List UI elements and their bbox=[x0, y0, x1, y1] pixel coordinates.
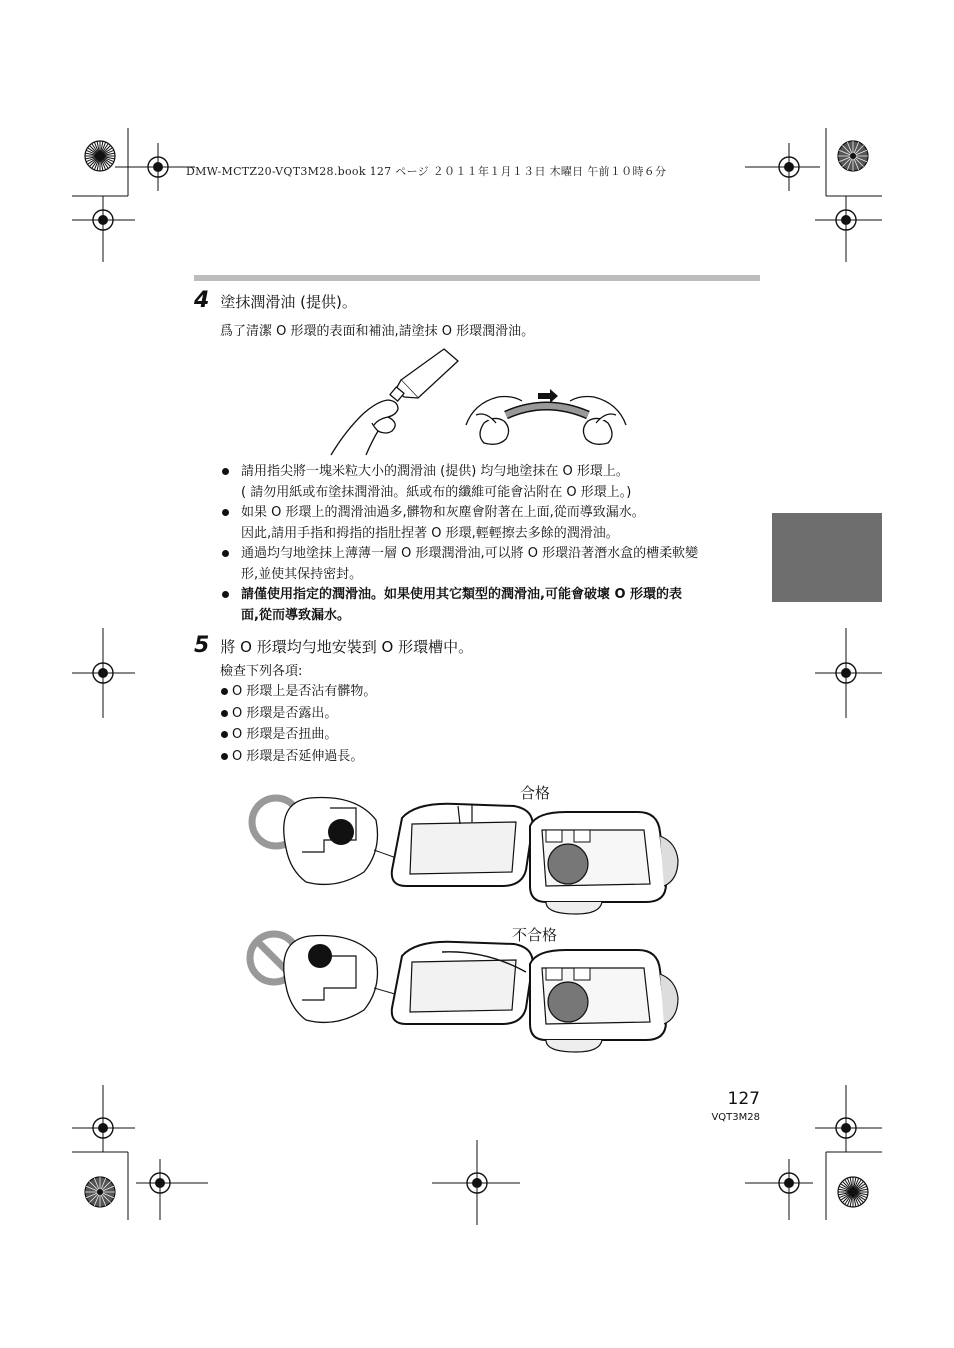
lubricant-illustration bbox=[326, 345, 636, 457]
pass-label: 合格 bbox=[520, 784, 551, 802]
pass-figure bbox=[246, 790, 686, 918]
check-item: O 形環上是否沾有髒物。 bbox=[220, 681, 376, 703]
bullet-3-line-2: 形,並使其保持密封。 bbox=[241, 566, 363, 582]
bullet-1-line-2: ( 請勿用紙或布塗抹潤滑油。紙或布的纖維可能會沾附在 O 形環上。) bbox=[241, 484, 632, 500]
bullet-3-line-1: 通過均勻地塗抹上薄薄一層 O 形環潤滑油,可以將 O 形環沿著潛水盒的槽柔軟變 bbox=[241, 546, 699, 561]
step-4-intro: 爲了清潔 O 形環的表面和補油,請塗抹 O 形環潤滑油。 bbox=[220, 324, 535, 339]
bullet-4-line-1: 請僅使用指定的潤滑油。如果使用其它類型的潤滑油,可能會破壞 O 形環的表 bbox=[241, 587, 683, 602]
check-list bbox=[220, 681, 376, 767]
bullet-item-2 bbox=[219, 503, 764, 544]
step-4-bullets bbox=[219, 462, 764, 626]
step-4-heading bbox=[194, 288, 357, 313]
bullet-2-line-1: 如果 O 形環上的潤滑油過多,髒物和灰塵會附著在上面,從而導致漏水。 bbox=[241, 505, 645, 520]
step-5-title: 將 O 形環均勻地安裝到 O 形環槽中。 bbox=[220, 638, 474, 656]
check-item: O 形環是否扭曲。 bbox=[220, 724, 376, 746]
step-4-title: 塗抹潤滑油 (提供)。 bbox=[220, 293, 357, 311]
model-code: VQT3M28 bbox=[711, 1112, 760, 1123]
check-item: O 形環是否延伸過長。 bbox=[220, 746, 376, 768]
step-4-number: 4 bbox=[194, 288, 210, 313]
bullet-1-line-1: 請用指尖將一塊米粒大小的潤滑油 (提供) 均勻地塗抹在 O 形環上。 bbox=[241, 464, 629, 479]
section-rule bbox=[194, 275, 760, 281]
bullet-item-3 bbox=[219, 544, 764, 585]
page-number: 127 bbox=[727, 1089, 760, 1109]
step-5-heading bbox=[194, 633, 473, 658]
bullet-item-1 bbox=[219, 462, 764, 503]
step-5-number: 5 bbox=[194, 633, 210, 658]
fail-label: 不合格 bbox=[512, 926, 558, 944]
check-heading: 檢查下列各項: bbox=[220, 664, 303, 679]
check-item: O 形環是否露出。 bbox=[220, 703, 376, 725]
bullet-4-line-2: 面,從而導致漏水。 bbox=[241, 607, 350, 623]
chapter-tab bbox=[772, 513, 882, 602]
fail-figure bbox=[246, 930, 686, 1058]
bullet-item-4-warning bbox=[219, 585, 764, 626]
bullet-2-line-2: 因此,請用手指和拇指的指肚捏著 O 形環,輕輕擦去多餘的潤滑油。 bbox=[241, 525, 619, 541]
print-header: DMW-MCTZ20-VQT3M28.book 127 ページ ２０１１年１月１３日 木曜日 午前１０時６分 bbox=[186, 165, 667, 178]
